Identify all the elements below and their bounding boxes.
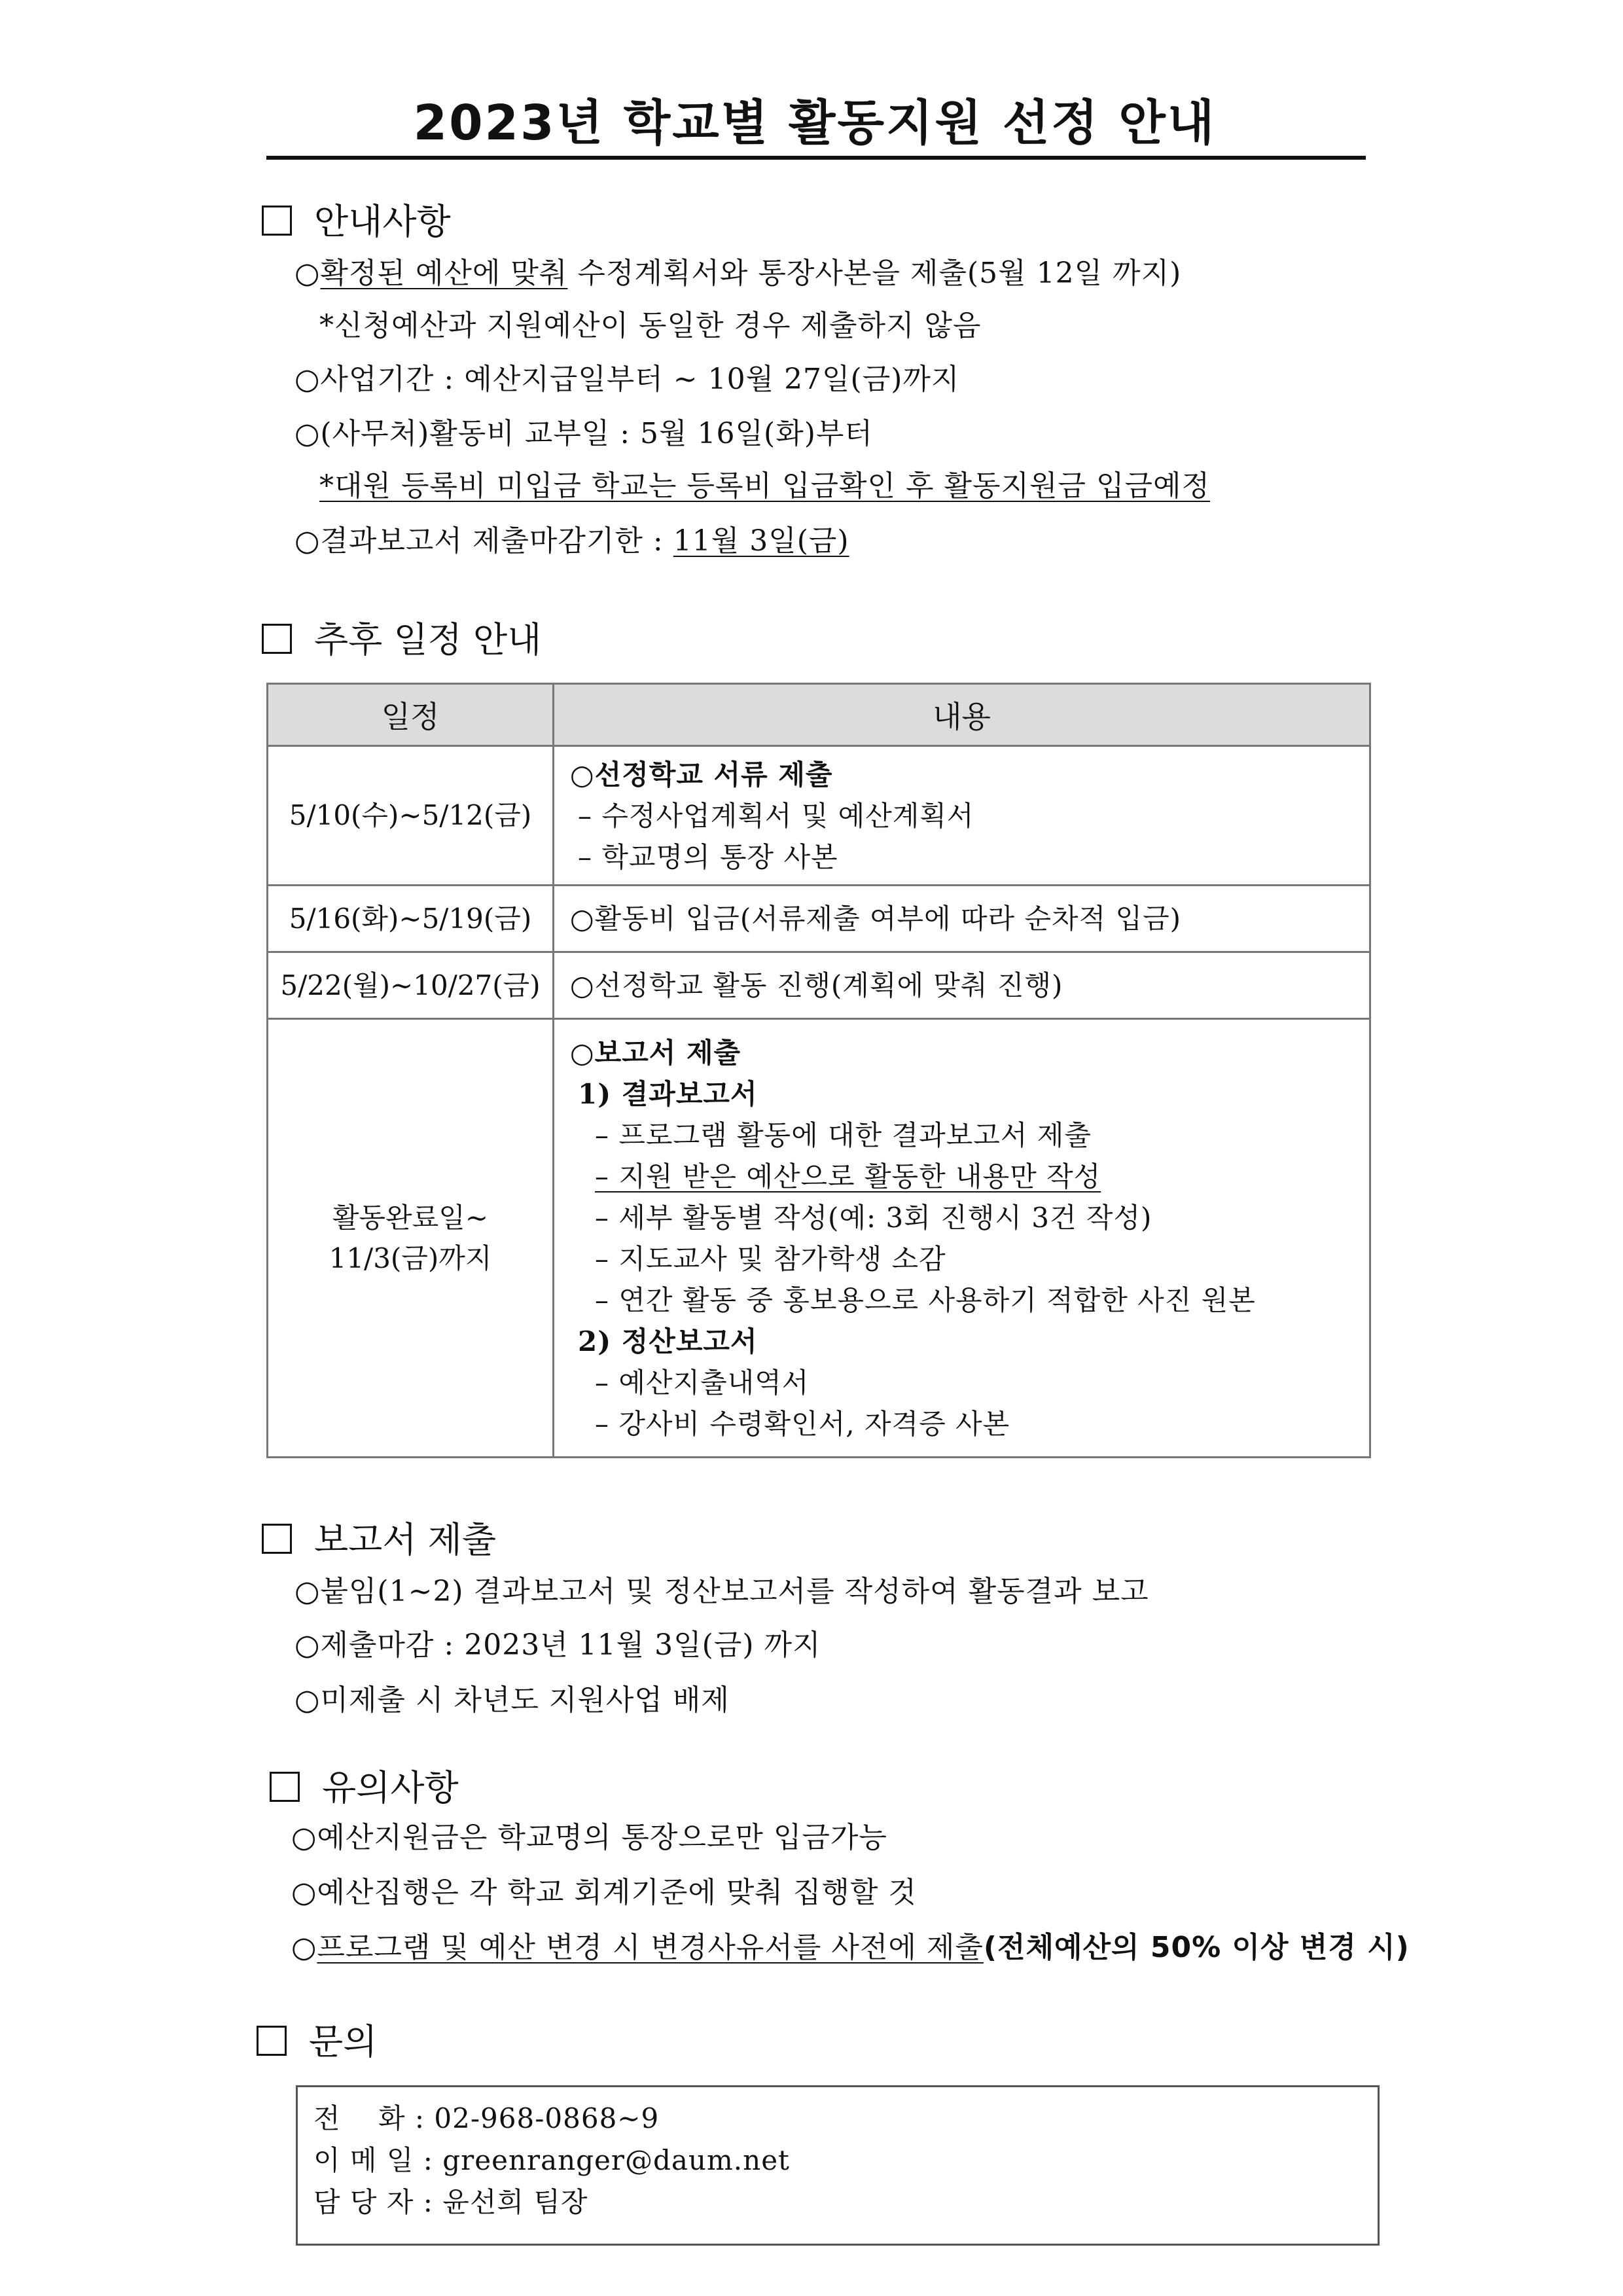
- section-heading-report: 보고서 제출: [262, 1517, 496, 1563]
- table-row: [268, 746, 1370, 886]
- caution-item-2: ○예산집행은 각 학교 회계기준에 맞춰 집행할 것: [291, 1876, 917, 1909]
- table-row: [268, 886, 1370, 952]
- checkbox-square-icon: [262, 1524, 292, 1554]
- schedule-content: ○보고서 제출 1) 결과보고서 – 프로그램 활동에 대한 결과보고서 제출 – 지원 받은 예산으로 활동한 내용만 작성 – 세부 활동별 작성(예: 3회 진행시 3건 작성) – 지도교사 및 참가학생 소감 – 연간 활동 중 홍보용으로 사용하기 적합한 사진 원본 2) 정산보고서 – 예산지출내역서 – 강사비 수령확인서, 자격증 사본: [554, 1019, 1370, 1458]
- contact-manager: 담 당 자 : 윤선희 팀장: [313, 2186, 588, 2218]
- schedule-content: ○선정학교 활동 진행(계획에 맞춰 진행): [554, 952, 1370, 1019]
- notice-item-1-note: *신청예산과 지원예산이 동일한 경우 제출하지 않음: [319, 309, 982, 342]
- notice-item-3-note: *대원 등록비 미입금 학교는 등록비 입금확인 후 활동지원금 입금예정: [319, 469, 1210, 503]
- report-item-3: ○미제출 시 차년도 지원사업 배제: [294, 1683, 730, 1717]
- notice-item-4: ○결과보고서 제출마감기한 : 11월 3일(금): [294, 524, 849, 558]
- column-header-date: 일정: [268, 684, 554, 746]
- section-heading-schedule: 추후 일정 안내: [262, 617, 541, 663]
- checkbox-square-icon: [257, 2026, 287, 2056]
- section-heading-notice: 안내사항: [262, 199, 451, 245]
- contact-box: [296, 2085, 1380, 2246]
- column-header-content: 내용: [554, 684, 1370, 746]
- table-header-row: [268, 684, 1370, 746]
- notice-item-2: ○사업기간 : 예산지급일부터 ~ 10월 27일(금)까지: [294, 363, 960, 396]
- schedule-date: 5/10(수)~5/12(금): [268, 746, 554, 886]
- contact-email: 이 메 일 : greenranger@daum.net: [313, 2144, 790, 2176]
- schedule-date: 5/22(월)~10/27(금): [268, 952, 554, 1019]
- report-item-1: ○붙임(1~2) 결과보고서 및 정산보고서를 작성하여 활동결과 보고: [294, 1575, 1149, 1608]
- table-row: [268, 1019, 1370, 1458]
- page-title: 2023년 학교별 활동지원 선정 안내: [413, 95, 1217, 151]
- checkbox-square-icon: [262, 206, 292, 236]
- contact-phone: 전 화 : 02-968-0868~9: [313, 2102, 660, 2134]
- notice-item-1: ○확정된 예산에 맞춰 수정계획서와 통장사본을 제출(5월 12일 까지): [294, 257, 1182, 290]
- checkbox-square-icon: [270, 1772, 300, 1802]
- notice-item-3: ○(사무처)활동비 교부일 : 5월 16일(화)부터: [294, 417, 873, 450]
- section-heading-caution: 유의사항: [270, 1765, 459, 1811]
- title-underline: [266, 156, 1366, 160]
- schedule-content: ○선정학교 서류 제출 – 수정사업계획서 및 예산계획서 – 학교명의 통장 사본: [554, 746, 1370, 886]
- schedule-date: 5/16(화)~5/19(금): [268, 886, 554, 952]
- checkbox-square-icon: [262, 624, 292, 654]
- caution-item-1: ○예산지원금은 학교명의 통장으로만 입금가능: [291, 1821, 887, 1854]
- schedule-content: ○활동비 입금(서류제출 여부에 따라 순차적 입금): [554, 886, 1370, 952]
- report-item-2: ○제출마감 : 2023년 11월 3일(금) 까지: [294, 1628, 821, 1662]
- table-row: [268, 952, 1370, 1019]
- schedule-date: 활동완료일~ 11/3(금)까지: [268, 1019, 554, 1458]
- section-heading-inquiry: 문의: [257, 2019, 377, 2065]
- schedule-table: [266, 683, 1371, 1458]
- caution-item-3: ○프로그램 및 예산 변경 시 변경사유서를 사전에 제출(전체예산의 50% 이상 변경 시): [291, 1931, 1410, 1964]
